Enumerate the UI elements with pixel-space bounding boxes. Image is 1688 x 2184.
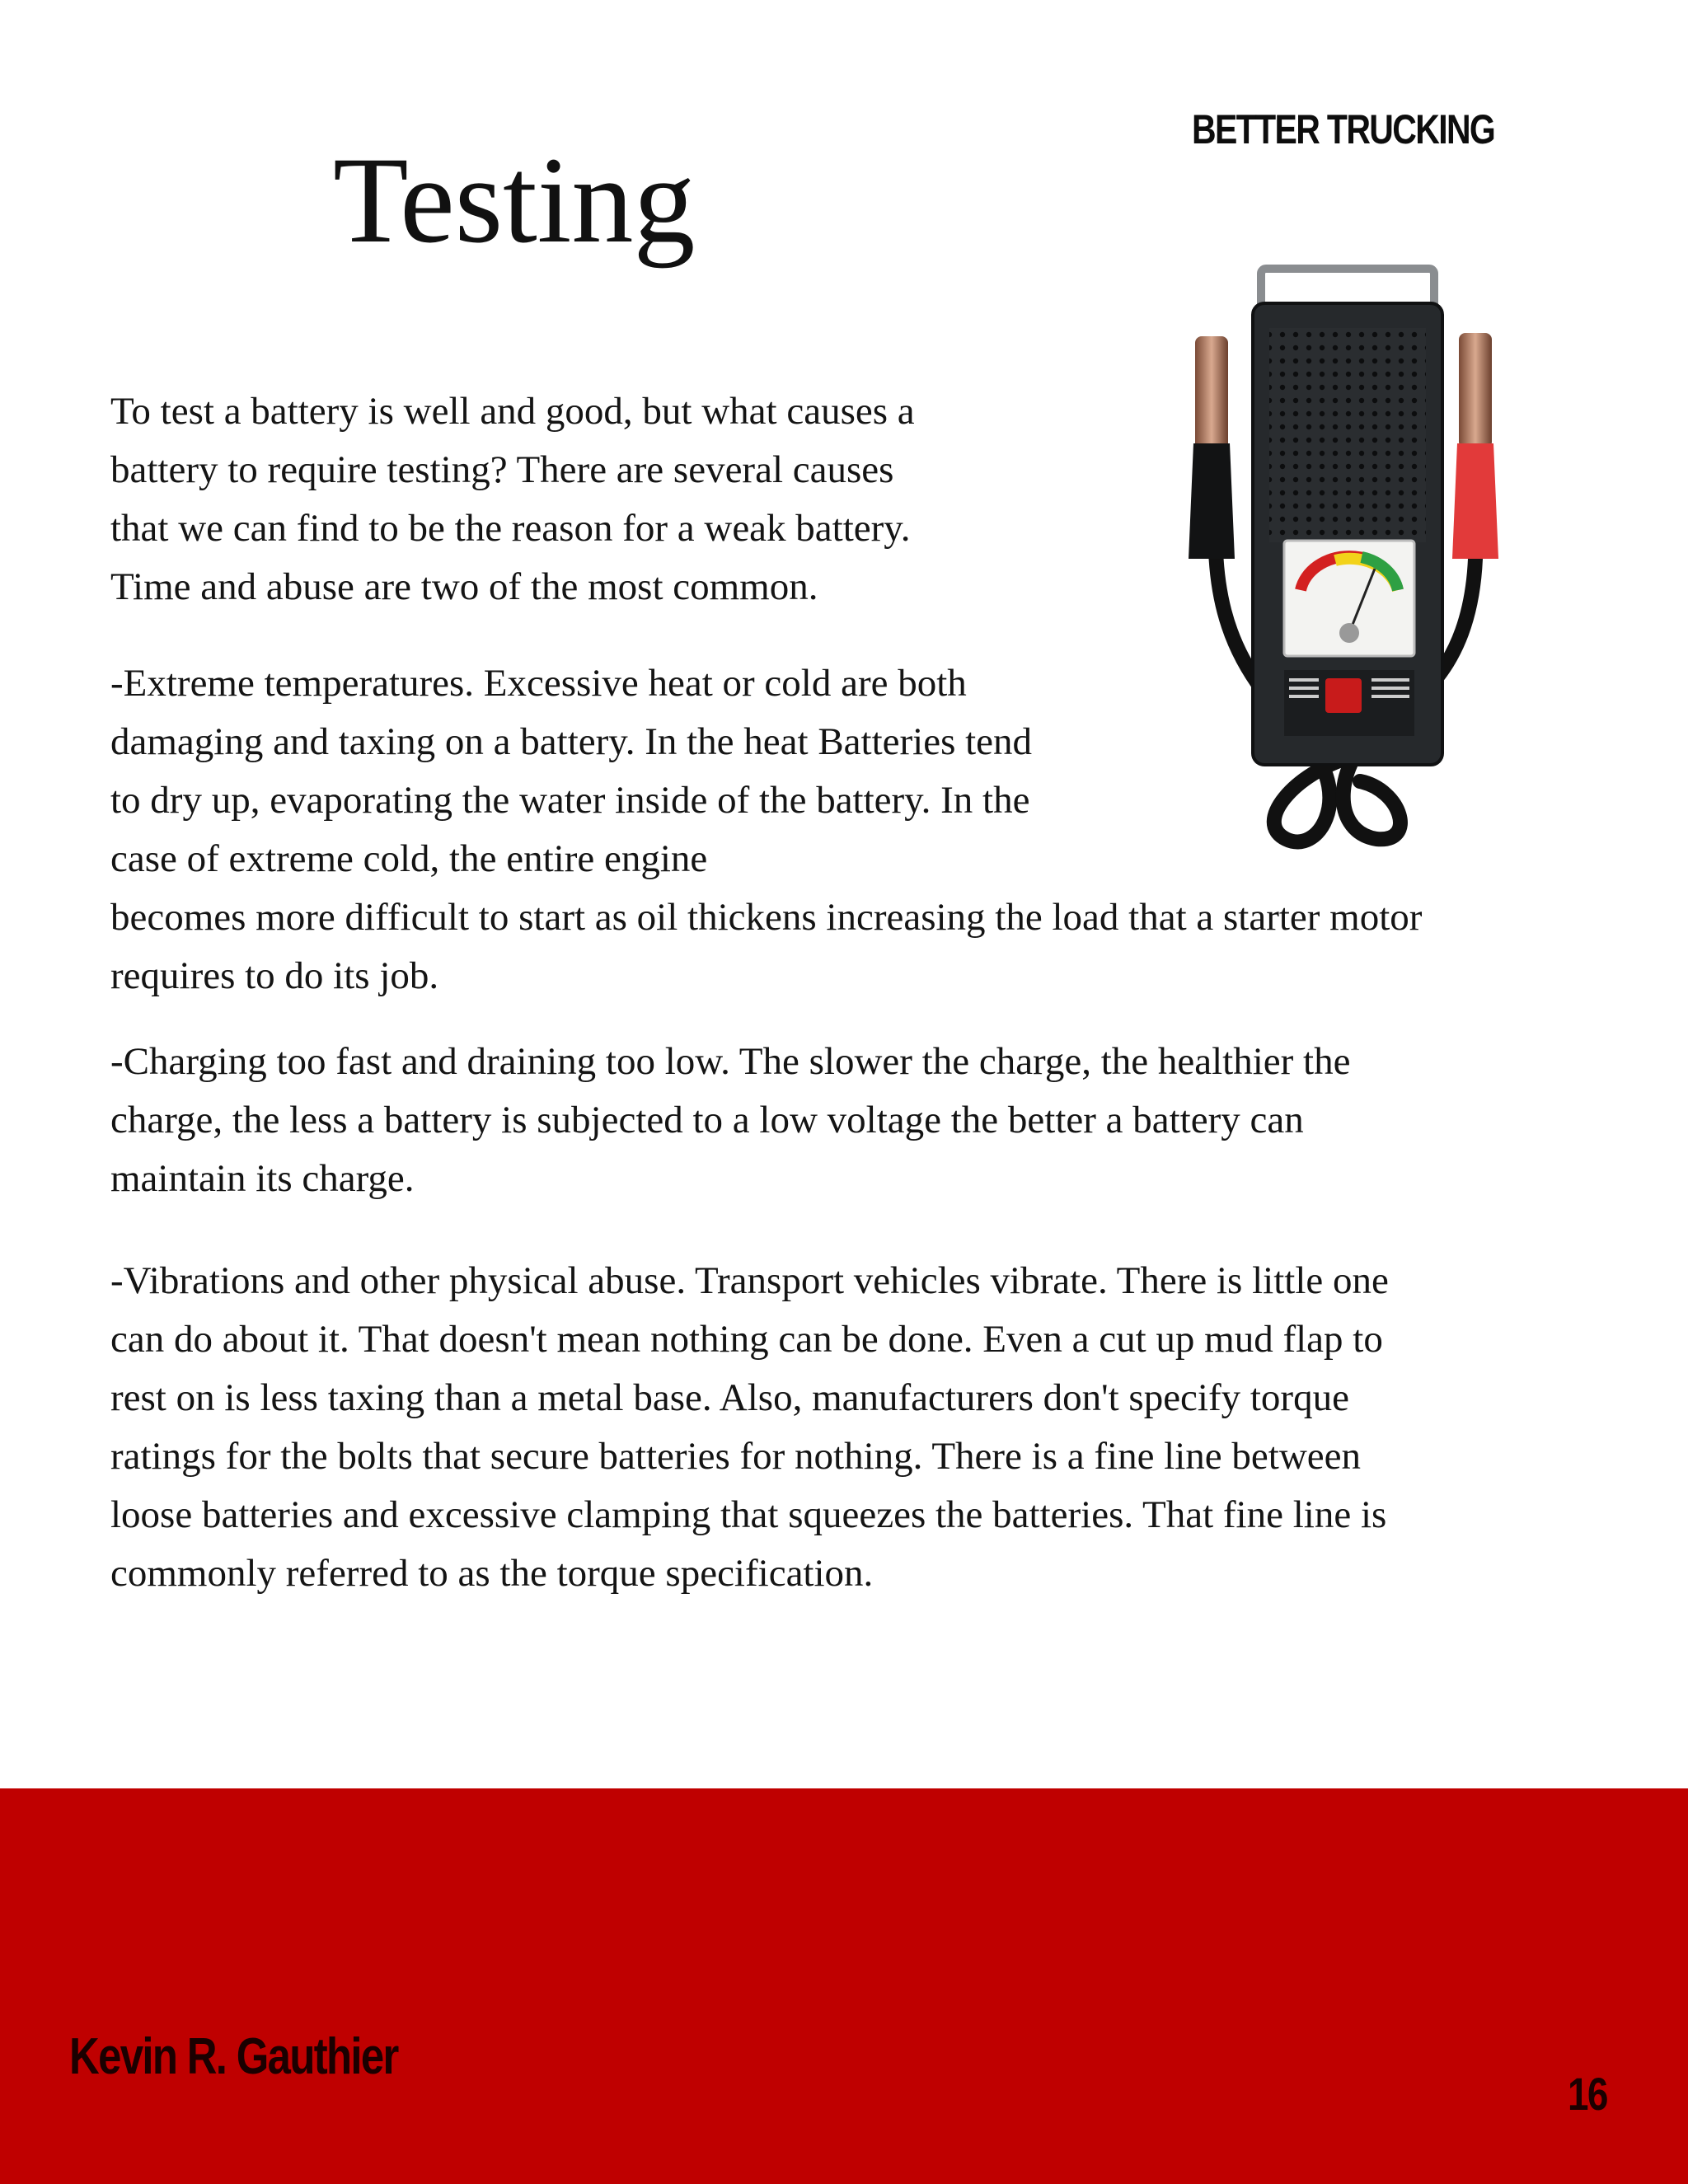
page-number: 16 <box>1568 2068 1607 2120</box>
extreme-line: requires to do its job. <box>110 954 439 997</box>
extreme-line: to dry up, evaporating the water inside of the battery. In the <box>110 779 1030 822</box>
vibration-line: rest on is less taxing than a metal base. Also, manufacturers don't specify torque <box>110 1376 1349 1419</box>
intro-line: battery to require testing? There are several causes <box>110 448 894 491</box>
charging-line: -Charging too fast and draining too low. The slower the charge, the healthier the <box>110 1040 1351 1083</box>
extreme-line: damaging and taxing on a battery. In the heat Batteries tend <box>110 720 1033 763</box>
page-title: Testing <box>333 132 696 269</box>
vibrations-paragraph <box>110 1252 1635 1603</box>
intro-paragraph <box>110 382 1058 616</box>
battery-load-tester-icon <box>1170 262 1517 872</box>
vibration-line: loose batteries and excessive clamping that squeezes the batteries. That fine line is <box>110 1493 1387 1536</box>
vibration-line: ratings for the bolts that secure batteries for nothing. There is a fine line between <box>110 1435 1361 1478</box>
vibration-line: commonly referred to as the torque specification. <box>110 1552 874 1595</box>
extreme-line: becomes more difficult to start as oil thickens increasing the load that a starter motor <box>110 896 1423 939</box>
intro-line: To test a battery is well and good, but what causes a <box>110 390 915 433</box>
charging-line: charge, the less a battery is subjected to a low voltage the better a battery can <box>110 1099 1304 1141</box>
intro-line: that we can find to be the reason for a weak battery. <box>110 507 911 550</box>
vibration-line: can do about it. That doesn't mean nothing can be done. Even a cut up mud flap to <box>110 1318 1383 1361</box>
footer-band <box>0 1788 1688 2184</box>
vibration-line: -Vibrations and other physical abuse. Transport vehicles vibrate. There is little one <box>110 1259 1389 1302</box>
charging-paragraph <box>110 1033 1635 1208</box>
extreme-line: case of extreme cold, the entire engine <box>110 837 708 880</box>
extreme-line: -Extreme temperatures. Excessive heat or cold are both <box>110 662 967 705</box>
magazine-brand: BETTER TRUCKING <box>1192 106 1495 152</box>
charging-line: maintain its charge. <box>110 1157 415 1200</box>
author-name: Kevin R. Gauthier <box>69 2028 398 2085</box>
intro-line: Time and abuse are two of the most common. <box>110 565 818 608</box>
